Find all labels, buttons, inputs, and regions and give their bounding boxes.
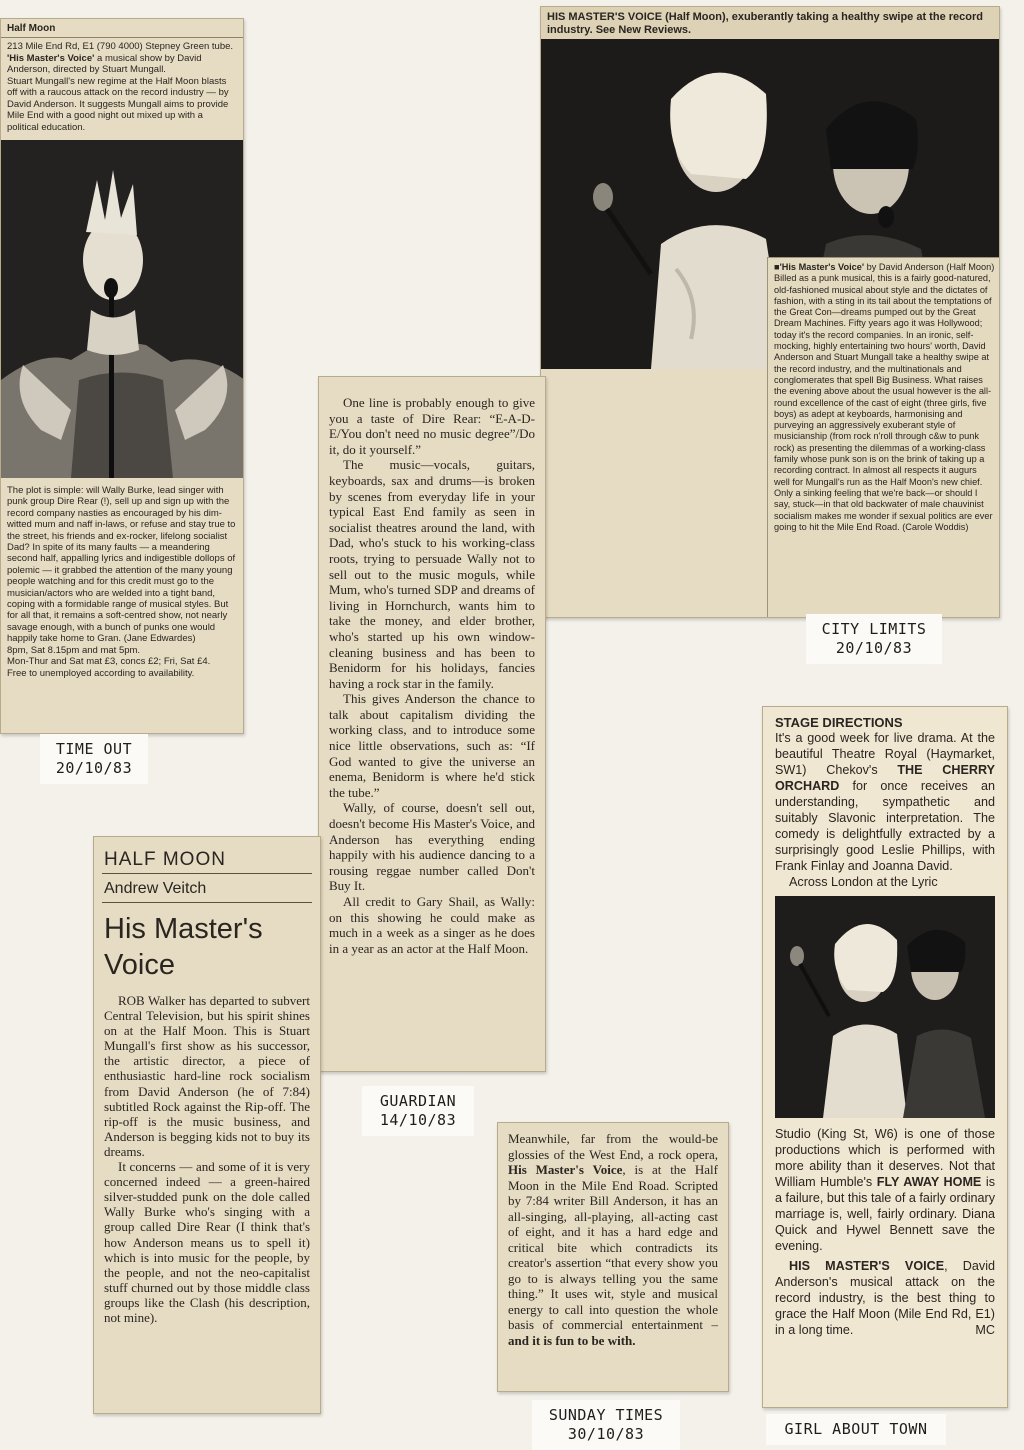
timeout-intro: Stuart Mungall's new regime at the Half Moon blasts off with a raucous attack on the record industry — by David Anderson. It suggests Mungall aims to provide Mile End with a good night out mixed up with a political education. (7, 75, 229, 133)
gat-p1-start: It's a good week for live drama. At the beautiful Theatre Royal (Haymarket, SW1) Chekov's (775, 731, 995, 777)
citylimits-review-text: Billed as a punk musical, this is a fairly good-natured, old-fashioned musical about style and the dictates of fashion, with a sting in its tail about the temptations of the Great Con—dreams pumped out by the Great Dream Machines. Fifty years ago it was Hollywood; today it's the record companies. In an ironic, self-mocking, highly entertaining two hours' worth, David Anderson and Stuart Mungall take a healthy swipe at the record industry, and the multinationals and conglomerates that spell Big Business. What raises the evening above about the usual however is the all-round excellence of the cast of eight (three girls, five boys) as adept at keyboards, harmonising and purveying an aggressively exuberant style of musicianship (from rock n'roll through c&w to punk rock) as presenting the dilemmas of a working-class family whose punk son is on the brink of taking up a recording contract. In almost all respects it augurs well for Mungall's run as the Half Moon's new chief. Only a sinking feeling that we're back—or should I say, stuck—in that old backwater of male chauvinist socialism makes me wonder if sexual politics are ever going to hit the Mile End Road. (Carole Woddis) (774, 273, 993, 532)
timeout-show-line (7, 53, 237, 76)
sundaytimes-clipping (497, 1122, 729, 1392)
citylimits-review (767, 257, 1000, 618)
halfmoon-headline (94, 903, 320, 991)
gat-p1-end: for once receives an understanding, sympathetic and suitably Slavonic interpretation. The comedy is delightfully extracted by a surprisingly good Leslie Phillips, with Frank Finlay and Joanna David. (775, 779, 995, 873)
label-gat-source: GIRL ABOUT TOWN (784, 1420, 928, 1438)
halfmoon-clipping (93, 836, 321, 1414)
guardian-body (319, 377, 545, 962)
punk-singer-illustration (1, 140, 243, 478)
gat-his-masters-voice: HIS MASTER'S VOICE (789, 1259, 945, 1273)
label-timeout-date: 20/10/83 (55, 759, 133, 777)
label-citylimits-date: 20/10/83 (835, 639, 913, 657)
guardian-clipping (318, 376, 546, 1072)
gat-signature: MC (975, 1323, 995, 1337)
sundaytimes-body (498, 1123, 728, 1356)
timeout-show-desc: a musical show by David Anderson, directed by Stuart Mungall. (7, 52, 202, 75)
gat-fly-away-home: FLY AWAY HOME (876, 1175, 982, 1189)
gat-photo-two-singers (775, 896, 995, 1118)
timeout-free-note: Free to unemployed according to availability. (7, 667, 195, 679)
label-sundaytimes (532, 1400, 680, 1450)
label-girlabouttown (766, 1414, 946, 1445)
gat-paragraph-3 (763, 1124, 1007, 1256)
timeout-body (1, 481, 243, 683)
girlabouttown-clipping (762, 706, 1008, 1408)
citylimits-review-byline: by David Anderson (Half Moon) (864, 262, 995, 272)
gat-paragraph-2: Across London at the Lyric (789, 875, 938, 889)
timeout-prices: Mon-Thur and Sat mat £3, concs £2; Fri, Sat £4. (7, 656, 211, 668)
guardian-paragraph-4: Wally, of course, doesn't sell out, doesn't become His Master's Voice, and Anderson has everything ending happily with his audience dancing to a rousing reggae number called Don't Buy It. (329, 800, 535, 894)
guardian-paragraph-2: The music—vocals, guitars, keyboards, sax and drums—is broken by scenes from everyday life in your typical East End family as seen in socialist theatres around the land, with Dad, who's stuck to his working-class roots, trying to persuade Wally not to sell out to the music moguls, while Mum, who's turned SDP and dreams of living in Hornchurch, wants him to take the money, and elder brother, who's started up his own window-cleaning business and has been to Benidorm for his holidays, fancies having a rock star in the family. (329, 457, 535, 691)
timeout-info-block (1, 38, 243, 137)
halfmoon-paragraph-2: It concerns — and some of it is very concerned indeed — a green-haired silver-studded punk on the dole called Wally Burke who's singing with a group called Dire Rear (I think that's how Anderson means us to spell it) which is into music for the people, by the people, and not the neo-capitalist stuff churned out by those middle class groups like the Clash (his description, not mine). (104, 1159, 310, 1325)
halfmoon-byline: Andrew Veitch (102, 874, 312, 903)
guardian-paragraph-5: All credit to Gary Shail, as Wally: on this showing he could make as much in a week as a singer as he does in a year as an actor at the Half Moon. (329, 894, 535, 956)
label-sundaytimes-date: 30/10/83 (567, 1425, 645, 1443)
gat-p3-end: is a failure, but this tale of a fairly ordinary marriage is, well, fairly ordinary. Diana Quick and Hywel Bennett save the evening. (775, 1175, 995, 1253)
label-citylimits-source: CITY LIMITS (821, 620, 927, 638)
timeout-address: 213 Mile End Rd, E1 (790 4000) Stepney Green tube. (7, 41, 234, 52)
citylimits-bullet-icon: ■ (774, 262, 780, 272)
halfmoon-paragraph-1: ROB Walker has departed to subvert Central Television, but his spirit shines on at the Half Moon. This is Stuart Mungall's first show as his successor, the artistic director, a piece of enthusiastic hard-line rock socialism from David Anderson (he of 7:84) subtitled Rock against the Rip-off. The rip-off is the music business, and Anderson is begging kids not to buy its dreams. (104, 993, 310, 1159)
timeout-times: 8pm, Sat 8.15pm and mat 5pm. (7, 644, 141, 656)
timeout-venue: Half Moon (1, 19, 243, 38)
halfmoon-kicker: HALF MOON (102, 837, 312, 874)
gat-cherry-orchard: THE CHERRY ORCHARD (775, 763, 995, 793)
sundaytimes-show-title: His Master's Voice (508, 1162, 623, 1177)
citylimits-caption: HIS MASTER'S VOICE (Half Moon), exuberantly taking a healthy swipe at the record industry. See New Reviews. (541, 7, 999, 41)
gat-singers-illustration (775, 896, 995, 1118)
sundaytimes-text-end: and it is fun to be with. (508, 1332, 636, 1348)
label-guardian (362, 1086, 474, 1136)
label-sundaytimes-source: SUNDAY TIMES (548, 1406, 664, 1424)
halfmoon-headline-line-2: Voice (104, 949, 175, 981)
label-guardian-source: GUARDIAN (379, 1092, 457, 1110)
halfmoon-body (94, 991, 320, 1327)
gat-p4-text: , David Anderson's musical attack on the record industry, is the best thing to grace the Half Moon (Mile End Rd, E1) in a long time. (775, 1259, 996, 1337)
gat-header: STAGE DIRECTIONS (775, 715, 903, 730)
label-guardian-date: 14/10/83 (379, 1111, 457, 1129)
guardian-paragraph-1: One line is probably enough to give you a taste of Dire Rear: “E-A-D-E/You don't need no music degree”/Do it, do it yourself.” (329, 395, 535, 457)
halfmoon-headline-line-1: His Master's (104, 913, 263, 945)
sundaytimes-text-middle: , is at the Half Moon in the Mile End Road. Scripted by 7:84 writer Bill Anderson, it has an all-singing, all-playing, all-acting cast of eight, and it has a hard edge and critical bite which contradicts its creator's assertion “that every show you go to is always telling you the same thing.” It uses wit, style and musical energy to call into question the whole basis of commercial entertainment – (508, 1162, 718, 1332)
gat-paragraph-4 (763, 1256, 1007, 1340)
label-citylimits (806, 614, 942, 664)
sundaytimes-text-start: Meanwhile, far from the would-be glossies of the West End, a rock opera, (508, 1131, 718, 1162)
timeout-clipping (0, 18, 244, 734)
label-timeout (40, 734, 148, 784)
timeout-review-text: The plot is simple: will Wally Burke, lead singer with punk group Dire Rear (!), sell up and sign up with the record company nasties as encouraged by his dim-witted mum and naff in-laws, or refuse and stay true to the street, his friends and ex-rocker, lifelong socialist Dad? In spite of its many faults — a meandering second half, appalling lyrics and indigestible dollops of polemic — it grabbed the attention of the many young people watching and for this credit must go to the musician/actors who are welded into a tight band, coping with a formidable range of musical styles. But for all that, it remains a soft-centred show, not nearly savage enough, with a bunch of punks one would happily take home to Gran. (Jane Edwardes) (7, 485, 236, 645)
citylimits-review-heading (774, 262, 995, 273)
label-timeout-source: TIME OUT (55, 740, 133, 758)
gat-p3-start: Studio (King St, W6) is one of those productions which is performed with more ability than it deserves. Not that William Humble's (775, 1127, 995, 1189)
citylimits-clipping (540, 6, 1000, 618)
citylimits-review-title: 'His Master's Voice' (779, 262, 865, 272)
timeout-photo-punk-singer (1, 140, 243, 478)
guardian-paragraph-3: This gives Anderson the chance to talk about capitalism dividing the working class, and to introduce some nice little observations, such as: “If God wanted to give the universe an enema, Benidorm is where he'd stick the tube.” (329, 691, 535, 800)
gat-paragraph-1 (763, 730, 1007, 874)
timeout-show-title: 'His Master's Voice' (7, 52, 95, 64)
